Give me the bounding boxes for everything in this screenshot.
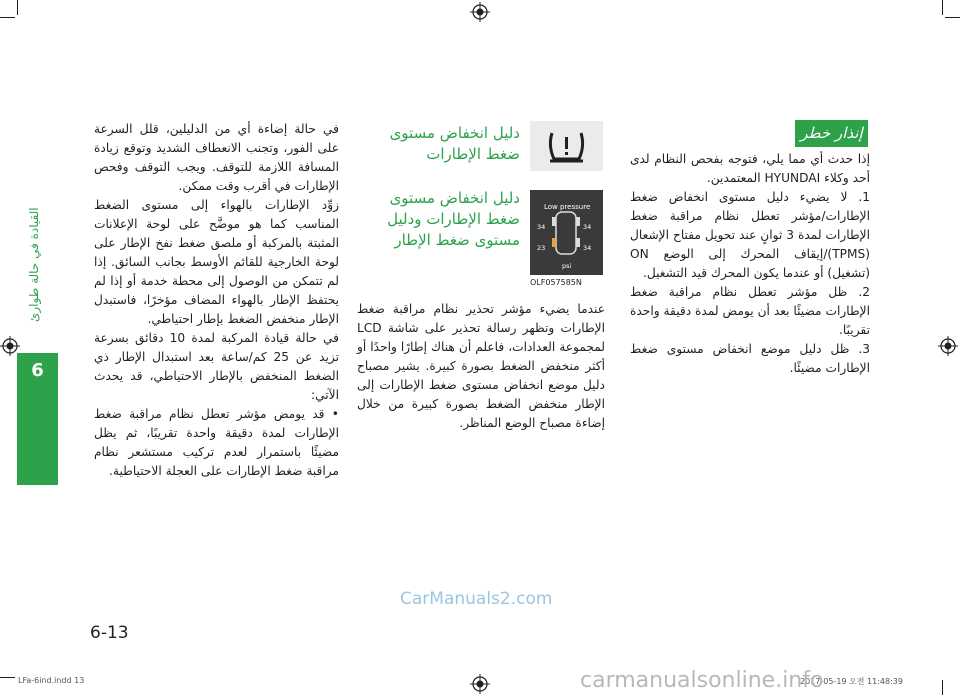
registration-mark-icon	[470, 2, 490, 22]
warning-label: إنذار خطر	[795, 120, 868, 147]
tire-value-rear-left: 23	[537, 244, 546, 252]
tire-pressure-warning-icon	[530, 121, 603, 171]
bullet-item: • قد يومض مؤشر تعطل نظام مراقبة ضغط الإطارات لمدة دقيقة واحدة تقريبًا، ثم يظل مضيئًا باستمرار لعدم تركيب مستشعر نظام مراقبة ضغط الإطارات على العجلة الاحتياطية.	[94, 405, 339, 481]
screen-label: Low pressure	[544, 203, 591, 211]
body-paragraph: زوِّد الإطارات بالهواء إلى مستوى الضغط المناسب كما هو موضَّح على لوحة الإعلانات المثبتة بالمركبة أو ملصق ضغط نفخ الإطار على لوحة الخارجية للقائم الأوسط بجانب السائق. إذا لم تتمكن من الوصول إلى محطة خدمة أو إذا لم يحتفظ الإطار بالهواء المضاف مؤخرًا، فاستبدل الإطار منخفض الضغط بإطار احتياطي.	[94, 198, 339, 326]
figure-code: OLF057585N	[530, 278, 582, 287]
middle-text-column	[357, 300, 605, 433]
warning-text-column	[630, 150, 870, 378]
file-info: LFa-6ind.indd 13	[18, 676, 85, 685]
warning-item: 1. لا يضيء دليل مستوى انخفاض ضغط الإطارات/مؤشر تعطل نظام مراقبة ضغط الإطارات لمدة 3 ثوانٍ عند تحويل مفتاح الإشعال (TPMS)/إيقاف المحرك إلى الوضع ON (تشغيل) أو عندما يكون المحرك قيد التشغيل.	[630, 190, 870, 280]
crop-mark	[0, 17, 15, 18]
warning-item: 3. ظل دليل موضع انخفاض مستوى ضغط الإطارات مضيئًا.	[630, 342, 870, 375]
crop-mark	[0, 677, 15, 678]
warning-paragraph: إذا حدث أي مما يلي، فتوجه بفحص النظام لدى أحد وكلاء HYUNDAI المعتمدين.	[630, 152, 870, 185]
tire-value-front-left: 34	[537, 223, 546, 231]
footer-watermark: carmanualsonline.info	[580, 668, 824, 693]
pressure-unit: psi	[562, 262, 572, 270]
section-title-vertical: القيادة في حالة طوارئ	[27, 207, 41, 323]
chapter-number: 6	[31, 360, 44, 381]
body-paragraph: عندما يضيء مؤشر تحذير نظام مراقبة ضغط الإطارات وتظهر رسالة تحذير على شاشة LCD لمجموعة العدادات، فاعلم أن هناك إطارًا واحدًا أو أكثر منخفض الضغط بصورة كبيرة. يشير مصباح دليل موضع انخفاض مستوى ضغط الإطارات إلى الإطار منخفض الضغط بصورة كبيرة من خلال إضاءة مصباح الوضع المناظر.	[357, 302, 605, 430]
registration-mark-icon	[938, 336, 958, 356]
crop-mark	[17, 0, 18, 15]
crop-mark	[945, 17, 960, 18]
crop-mark	[942, 0, 943, 15]
left-text-column	[94, 120, 339, 481]
tire-value-front-right: 34	[583, 223, 592, 231]
date-info: 2017-05-19 오전 11:48:39	[800, 677, 903, 686]
body-paragraph: في حالة قيادة المركبة لمدة 10 دقائق بسرعة تزيد عن 25 كم/ساعة بعد استبدال الإطار ذي الضغط المنخفض بالإطار الاحتياطي، قد يحدث الآتي:	[94, 331, 339, 402]
indicator-title-low-pressure: دليل انخفاض مستوى ضغط الإطارات	[389, 124, 520, 163]
registration-mark-icon	[470, 674, 490, 694]
warning-item: 2. ظل مؤشر تعطل نظام مراقبة ضغط الإطارات مضيئًا بعد أن يومض لمدة دقيقة واحدة تقريبًا.	[630, 285, 870, 337]
body-paragraph: في حالة إضاءة أي من الدليلين، قلل السرعة على الفور، وتجنب الانعطاف الشديد وتوقع زيادة المسافة اللازمة للتوقف. ويجب التوقف وفحص الإطارات في أقرب وقت ممكن.	[94, 122, 339, 193]
tire-pressure-indicator-figure	[530, 121, 603, 171]
page-number: 6-13	[90, 623, 129, 643]
crop-mark	[942, 680, 943, 695]
watermark-link[interactable]: CarManuals2.com	[400, 589, 553, 609]
tire-value-rear-right: 34	[583, 244, 592, 252]
indicator-title-position: دليل انخفاض مستوى ضغط الإطارات ودليل مستوى ضغط الإطار	[387, 189, 520, 249]
